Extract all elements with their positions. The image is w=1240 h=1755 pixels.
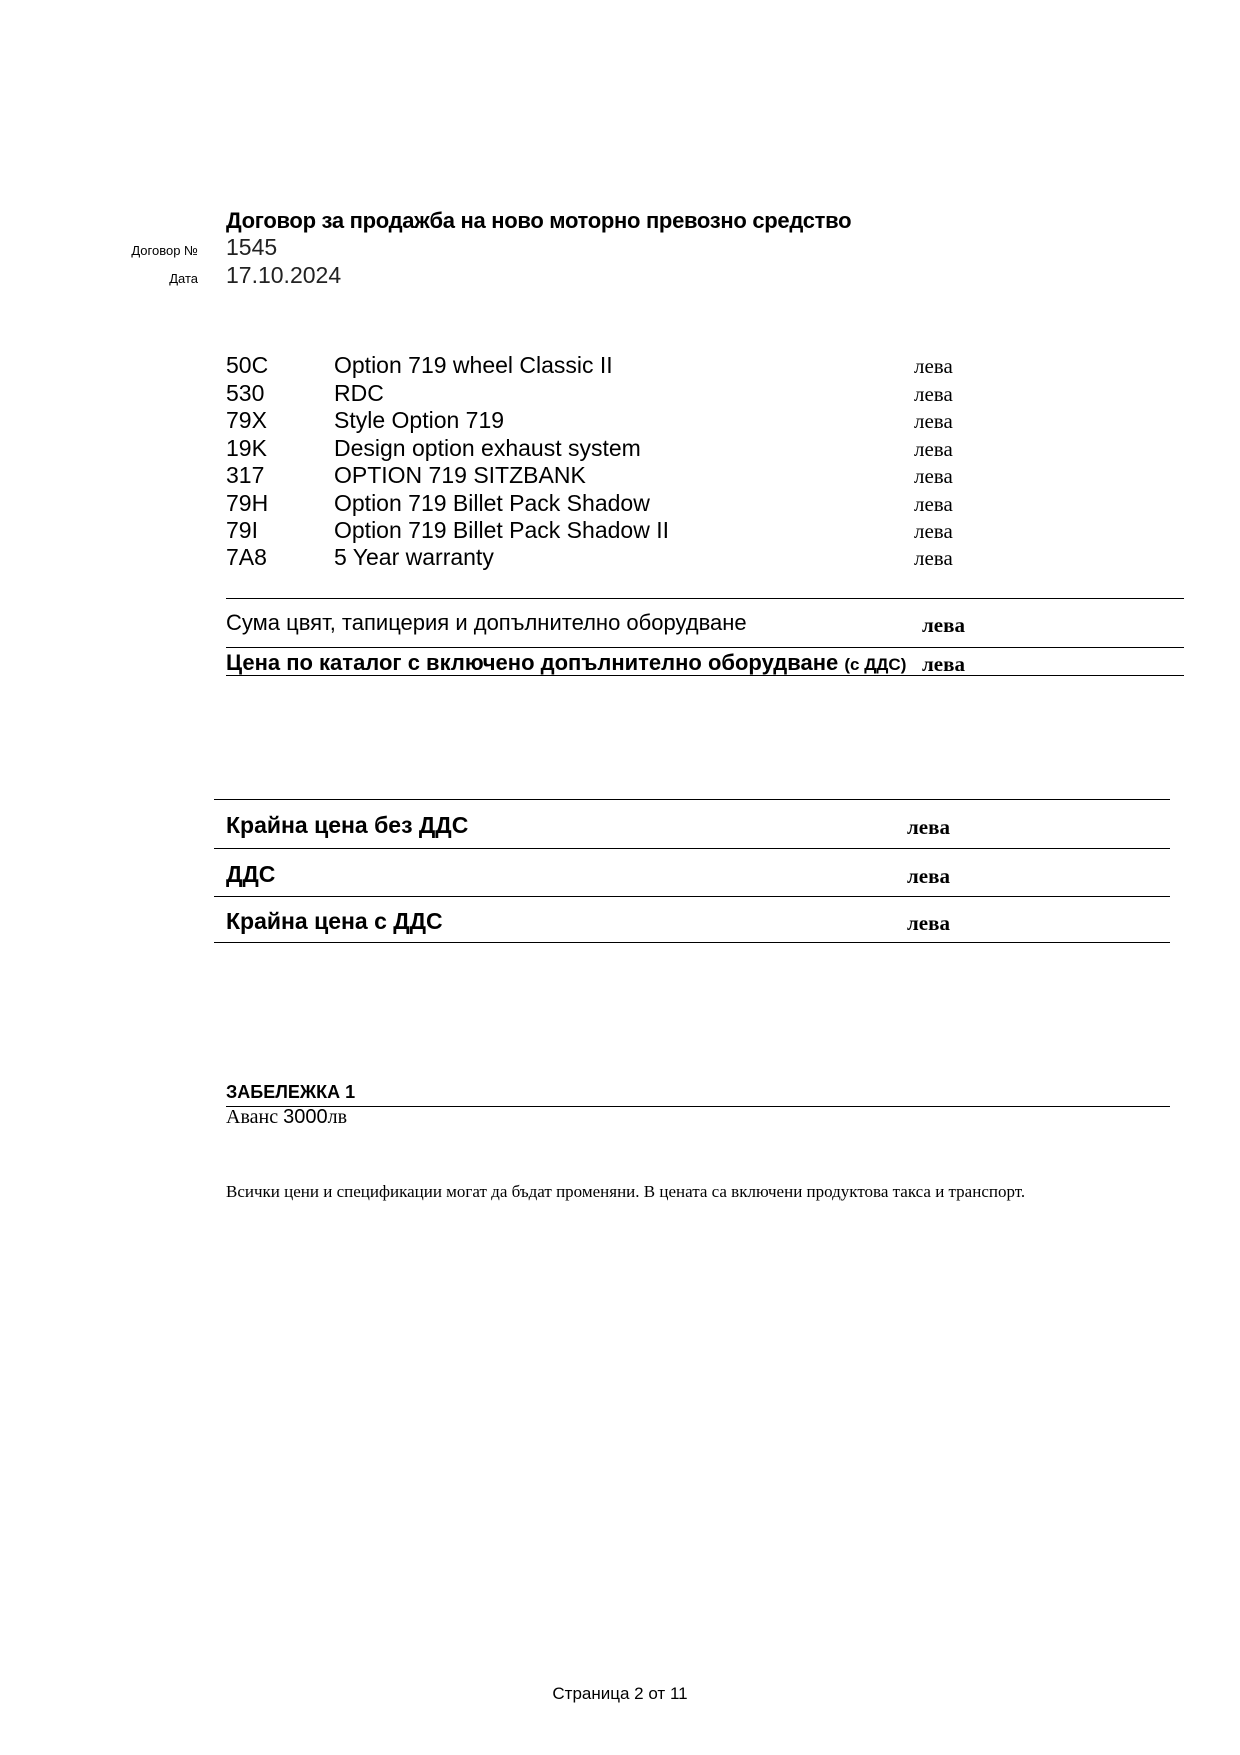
option-description: Style Option 719	[334, 407, 505, 433]
option-currency: лева	[914, 464, 953, 488]
note-amount: 3000	[283, 1106, 328, 1128]
vat-label: ДДС	[226, 861, 276, 887]
option-currency: лева	[914, 437, 953, 461]
vat-currency: лева	[907, 864, 950, 888]
option-row	[226, 462, 986, 489]
contract-number: 1545	[226, 234, 278, 260]
catalog-price-vat-suffix: (с ДДС)	[844, 655, 907, 674]
option-code: 50C	[226, 352, 269, 378]
catalog-price-label	[226, 650, 906, 676]
divider	[214, 942, 1170, 943]
option-row	[226, 490, 986, 517]
divider	[226, 675, 1184, 676]
option-description: Option 719 Billet Pack Shadow II	[334, 517, 669, 543]
option-description: Option 719 Billet Pack Shadow	[334, 490, 650, 516]
divider	[226, 1106, 1170, 1107]
sum-options-label: Сума цвят, тапицерия и допълнително оборудване	[226, 610, 747, 635]
option-currency: лева	[914, 492, 953, 516]
option-row	[226, 407, 986, 434]
option-description: Design option exhaust system	[334, 435, 641, 461]
divider	[214, 896, 1170, 897]
divider	[214, 799, 1170, 800]
note-text	[226, 1106, 347, 1129]
page-number: Страница 2 от 11	[552, 1684, 688, 1703]
option-currency: лева	[914, 354, 953, 378]
catalog-price-currency: лева	[922, 652, 965, 676]
option-code: 19K	[226, 435, 267, 461]
option-code: 317	[226, 462, 265, 488]
date-label: Дата	[169, 271, 198, 286]
contract-number-label: Договор №	[131, 243, 198, 258]
divider	[214, 848, 1170, 849]
option-description: RDC	[334, 380, 384, 406]
option-code: 7A8	[226, 544, 267, 570]
option-currency: лева	[914, 382, 953, 406]
option-code: 79H	[226, 490, 269, 516]
note-heading: ЗАБЕЛЕЖКА 1	[226, 1082, 356, 1102]
option-row	[226, 517, 986, 544]
option-code: 79I	[226, 517, 258, 543]
catalog-price-label-text: Цена по каталог с включено допълнително оборудване	[226, 650, 839, 675]
note-unit: лв	[327, 1106, 348, 1128]
option-row	[226, 435, 986, 462]
option-description: 5 Year warranty	[334, 544, 494, 570]
option-currency: лева	[914, 519, 953, 543]
document-title: Договор за продажба на ново моторно превозно средство	[226, 208, 852, 233]
option-currency: лева	[914, 409, 953, 433]
option-code: 79X	[226, 407, 267, 433]
divider	[226, 647, 1184, 648]
sum-options-currency: лева	[922, 613, 965, 637]
note-prefix: Аванс	[226, 1106, 279, 1128]
option-description: Option 719 wheel Classic II	[334, 352, 613, 378]
divider	[226, 598, 1184, 599]
net-price-currency: лева	[907, 815, 950, 839]
option-row	[226, 352, 986, 379]
option-description: OPTION 719 SITZBANK	[334, 462, 586, 488]
option-row	[226, 544, 986, 571]
contract-date: 17.10.2024	[226, 262, 342, 288]
option-row	[226, 380, 986, 407]
gross-price-label: Крайна цена с ДДС	[226, 908, 443, 934]
disclaimer: Всички цени и спецификации могат да бъдат променяни. В цената са включени продуктова такса и транспорт.	[226, 1182, 1026, 1201]
option-code: 530	[226, 380, 265, 406]
option-currency: лева	[914, 546, 953, 570]
net-price-label: Крайна цена без ДДС	[226, 812, 469, 838]
gross-price-currency: лева	[907, 911, 950, 935]
